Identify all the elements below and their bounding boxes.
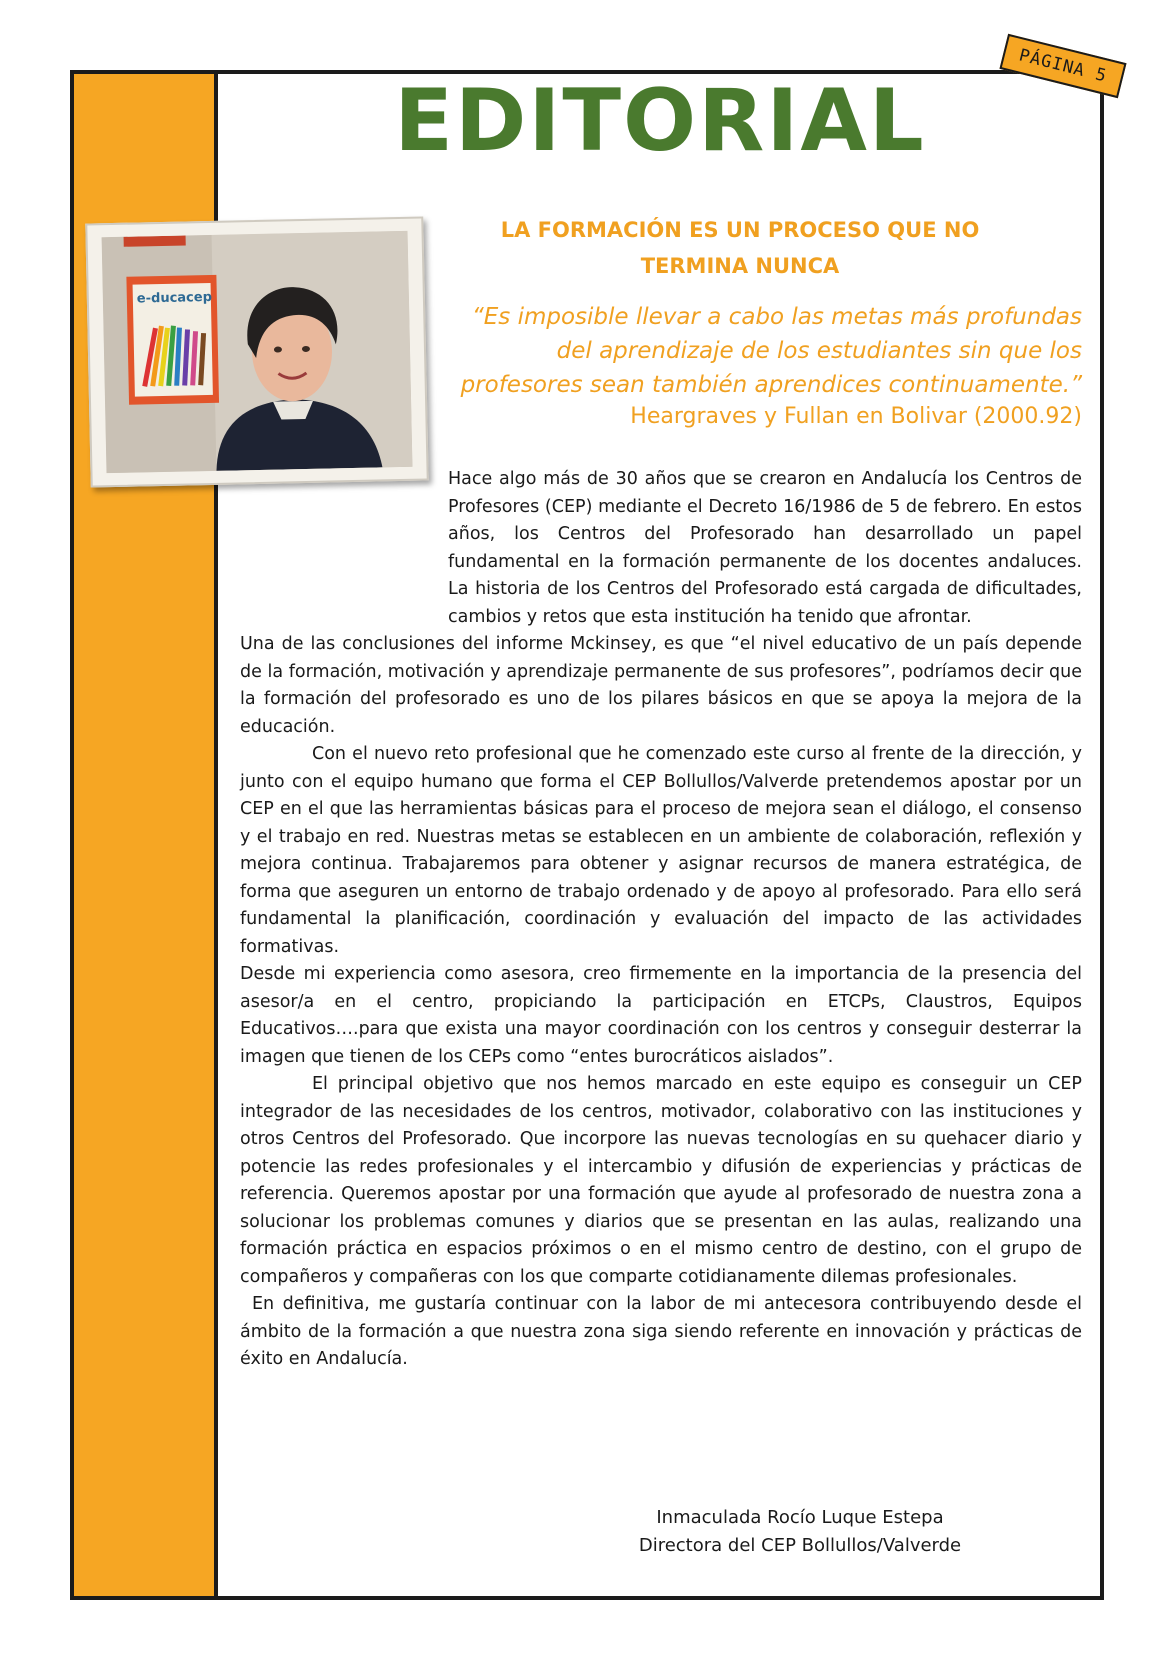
- portrait-photo: [85, 216, 428, 487]
- paragraph-4: Desde mi experiencia como asesora, creo firmemente en la importancia de la presencia del asesor/a en el centro, propiciando la participación en ETCPs, Claustros, Equipos Educativos….para que exista una mayor coordinación con los centros y conseguir desterrar la imagen que tienen de los CEPs como “entes burocráticos aislados”.: [240, 964, 1082, 1067]
- paragraph-5: El principal objetivo que nos hemos marcado en este equipo es conseguir un CEP integrador de las necesidades de los centros, motivador, colaborativo con las instituciones y otros Centros del Profesorado. Que incorpore las nuevas tecnologías en su quehacer diario y potencie las redes profesionales y el intercambio y difusión de experiencias y prácticas de referencia. Queremos apostar por una formación que ayude al profesorado de nuestra zona a solucionar los problemas comunes y diarios que se presentan en las aulas, realizando una formación práctica en espacios próximos o en el mismo centro de destino, con el grupo de compañeros y compañeras con los que comparte cotidianamente dilemas profesionales.: [240, 1074, 1082, 1287]
- pull-quote: [440, 300, 1082, 402]
- portrait-illustration: [102, 231, 413, 473]
- book-label: e-ducacep: [136, 289, 213, 307]
- quote-line-2: del aprendizaje de los estudiantes sin que los: [556, 338, 1082, 364]
- page-title: EDITORIAL: [394, 71, 926, 171]
- signature-block: [620, 1504, 980, 1560]
- paragraph-1: Hace algo más de 30 años que se crearon en Andalucía los Centros de Profesores (CEP) mediante el Decreto 16/1986 de 5 de febrero. En estos años, los Centros del Profesorado han desarrollado un papel fundamental en la formación permanente de los docentes andaluces. La historia de los Centros del Profesorado está cargada de dificultades, cambios y retos que esta institución ha tenido que afrontar.: [448, 469, 1082, 627]
- quote-source: Heargraves y Fullan en Bolivar (2000.92): [630, 404, 1082, 429]
- signature-role: Directora del CEP Bollullos/Valverde: [638, 1535, 962, 1556]
- article-body: [240, 466, 1082, 1374]
- paragraph-6: En definitiva, me gustaría continuar con la labor de mi antecesora contribuyendo desde el ámbito de la formación a que nuestra zona siga siendo referente en innovación y prácticas de éxito en Andalucía.: [240, 1294, 1082, 1369]
- photo-image: [102, 231, 413, 473]
- paragraph-3: Con el nuevo reto profesional que he comenzado este curso al frente de la dirección, y junto con el equipo humano que forma el CEP Bollullos/Valverde pretendemos apostar por un CEP en el que las herramientas básicas para el proceso de mejora sean el diálogo, el consenso y el trabajo en red. Nuestras metas se establecen en un ambiente de colaboración, reflexión y mejora continua. Trabajaremos para obtener y asignar recursos de manera estratégica, de forma que aseguren un entorno de trabajo ordenado y de apoyo al profesorado. Para ello será fundamental la planificación, coordinación y evaluación del impacto de las actividades formativas.: [240, 744, 1082, 957]
- subheading-line-2: TERMINA NUNCA: [640, 254, 840, 278]
- signature-name: Inmaculada Rocío Luque Estepa: [656, 1507, 944, 1528]
- book-poster: [126, 275, 219, 405]
- article-subheading: [440, 212, 1040, 284]
- subheading-line-1: LA FORMACIÓN ES UN PROCESO QUE NO: [500, 218, 980, 242]
- quote-line-3: profesores sean también aprendices continuamente.”: [460, 372, 1082, 398]
- paragraph-2: Una de las conclusiones del informe Mckinsey, es que “el nivel educativo de un país depende de la formación, motivación y aprendizaje permanente de sus profesores”, podríamos decir que la formación del profesorado es uno de los pilares básicos en que se apoya la mejora de la educación.: [240, 634, 1082, 737]
- quote-line-1: “Es imposible llevar a cabo las metas más profundas: [471, 304, 1082, 330]
- page-number-tag: PÁGINA 5: [999, 34, 1126, 98]
